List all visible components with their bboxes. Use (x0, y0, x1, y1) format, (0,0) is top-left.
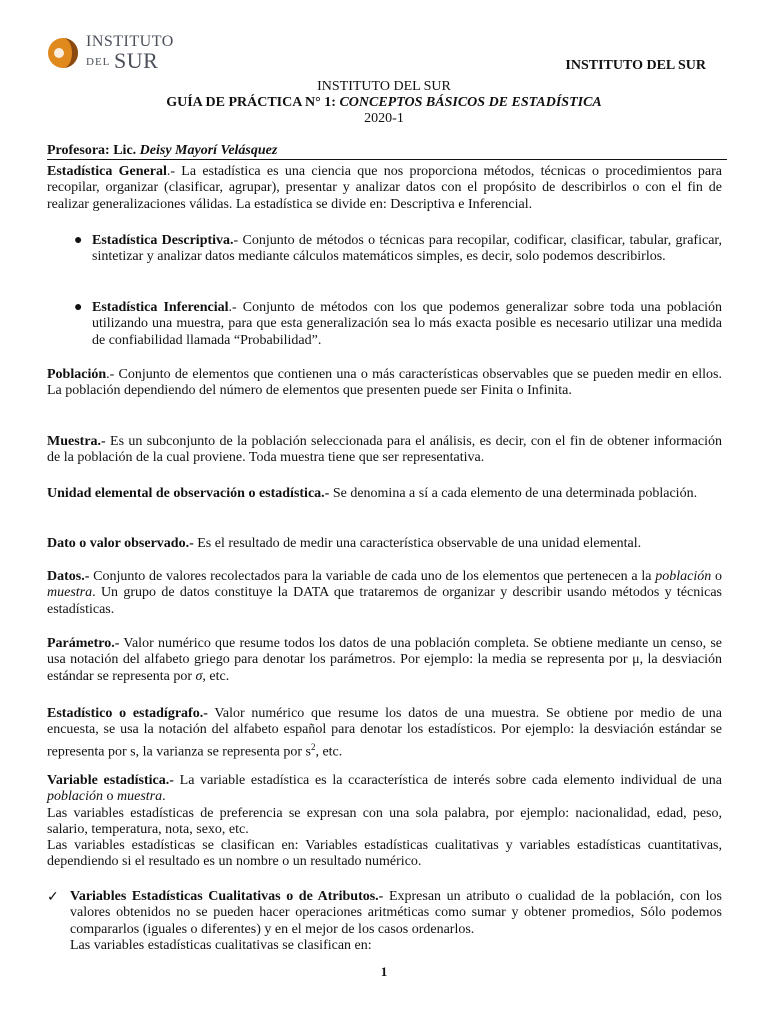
sigma-symbol: σ (195, 668, 203, 684)
professor-label: Profesora: Lic. (47, 143, 140, 158)
text-muestra: Es un subconjunto de la población seleccionada para el análisis, es decir, con el fin de obtener información de la población de la cual proviene. Toda muestra tiene que ser representativa. (47, 434, 722, 466)
bullet-icon: ● (74, 300, 83, 315)
term-datos: Datos.- (47, 569, 90, 584)
text-variable-line2: Las variables estadísticas de preferencia se expresan con una sola palabra, por ejemplo: nacionalidad, edad, peso, salario, temperatura, nota, sexo, etc. (47, 805, 722, 837)
paragraph-muestra (47, 434, 722, 467)
text-datos-a: Conjunto de valores recolectados para la variable de cada uno de los elementos que pertenecen a la (89, 569, 656, 584)
paragraph-unidad-elemental (47, 486, 722, 502)
logo-emblem-icon (46, 36, 80, 70)
paragraph-cualitativas (70, 889, 722, 954)
logo-text-instituto: INSTITUTO (86, 33, 174, 50)
paragraph-estadistico (47, 706, 722, 761)
text-datos-b: o (711, 569, 723, 584)
paragraph-descriptiva (92, 233, 722, 266)
paragraph-variable-estadistica (47, 773, 722, 871)
term-estadistico: Estadístico o estadígrafo.- (47, 706, 208, 721)
text-poblacion: .- Conjunto de elementos que contienen una o más características observables que se pueden medir en ellos. La población dependiendo del número de elementos que presenten puede ser Finita o Infinita. (47, 367, 722, 399)
paragraph-dato (47, 536, 722, 552)
logo-text-del: DEL (86, 56, 111, 68)
text-variable-a: La variable estadística es la ccaracterística de interés sobre cada elemento individual de una (173, 773, 722, 788)
text-estadistico-b: , etc. (315, 744, 343, 760)
checkmark-icon: ✓ (47, 890, 59, 905)
text-variable-b: o (103, 789, 117, 805)
center-institute-title: INSTITUTO DEL SUR (317, 79, 451, 94)
text-unidad-elemental: Se denomina a sí a cada elemento de una determinada población. (329, 486, 698, 501)
bullet-icon: ● (74, 233, 83, 248)
guide-title (0, 95, 768, 111)
header-divider (47, 159, 727, 160)
term-descriptiva: Estadística Descriptiva. (92, 233, 234, 248)
logo-text-sur: SUR (114, 48, 159, 73)
term-variable-estadistica: Variable estadística.- (47, 773, 174, 788)
page-number: 1 (380, 964, 388, 979)
text-inferencial: .- Conjunto de métodos con los que podemos generalizar sobre toda una población utilizando una muestra, para que esta generalización sea lo más exacta posible es necesario utilizar una medida de confiabilidad llamada “Probabilidad”. (92, 300, 723, 348)
text-variable-line3: Las variables estadísticas se clasifican en: Variables estadísticas cualitativas y variables estadísticas cuantitativas, dependiendo si el resultado es un nombre o un resultado numérico. (47, 838, 722, 870)
professor-line (47, 143, 722, 159)
paragraph-datos (47, 569, 722, 618)
text-dato: Es el resultado de medir una característica observable de una unidad elemental. (193, 536, 642, 551)
term-unidad-elemental: Unidad elemental de observación o estadística.- (47, 486, 330, 501)
term-dato: Dato o valor observado.- (47, 536, 194, 551)
guide-title-topic: CONCEPTOS BÁSICOS DE ESTADÍSTICA (339, 95, 602, 110)
guide-title-prefix: GUÍA DE PRÁCTICA N° 1: (166, 95, 340, 110)
text-descriptiva: - Conjunto de métodos o técnicas para recopilar, codificar, clasificar, tabular, graficar, sintetizar y analizar datos mediante cálculos matemáticos simples, es decir, solo podemos describirlos. (92, 233, 723, 265)
term-poblacion: Población (47, 367, 107, 382)
text-variable-c: . (162, 789, 166, 805)
paragraph-inferencial (92, 300, 722, 349)
superscript-two: 2 (310, 741, 316, 752)
paragraph-poblacion (47, 367, 722, 400)
text-estadistico-a: Valor numérico que resume los datos de una muestra. Se obtiene por medio de una encuesta, se usa la notación del alfabeto español para denotar los estadísticos. Por ejemplo: la desviación estándar se representa por s, la varianza se representa por s (47, 706, 722, 760)
paragraph-estadistica-general (47, 164, 722, 213)
guide-year: 2020-1 (364, 111, 404, 126)
header-institute-title: INSTITUTO DEL SUR (565, 58, 706, 73)
text-parametro-a: Valor numérico que resume todos los datos de una población completa. Se obtiene mediante un censo, se usa notación del alfabeto griego para denotar los parámetros. Por ejemplo: la media se representa por μ, la desviación estándar se representa por (47, 636, 722, 684)
text-datos-muestra: muestra (47, 585, 93, 601)
text-datos-poblacion: población (655, 569, 712, 584)
text-variable-muestra: muestra (117, 789, 163, 805)
text-cualitativas-line2: Las variables estadísticas cualitativas se clasifican en: (70, 937, 372, 953)
text-parametro-b: , etc. (202, 668, 230, 684)
paragraph-parametro (47, 636, 722, 685)
term-parametro: Parámetro.- (47, 636, 120, 651)
text-cualitativas: Expresan un atributo o cualidad de la población, con los valores obtenidos no se pueden hacer operaciones aritméticas como sumar y obtener promedios, Sólo podemos compararlos (iguales o diferentes) y en el mejor de los casos ordenarlos. (70, 889, 723, 937)
institute-logo (44, 30, 174, 78)
text-datos-c: . Un grupo de datos constituye la DATA que trataremos de organizar y describir usando métodos y técnicas estadísticas. (47, 585, 722, 617)
text-variable-poblacion: población (47, 789, 103, 805)
professor-name: Deisy Mayorí Velásquez (139, 143, 278, 158)
term-inferencial: Estadística Inferencial (92, 300, 229, 315)
text-estadistica-general: .- La estadística es una ciencia que nos proporciona métodos, técnicas o procedimientos para recopilar, organizar (clasificar, agrupar), presentar y analizar datos con el propósito de describirlos o con el fin de realizar generalizaciones válidas. La estadística se divide en: Descriptiva e Inferencial. (47, 164, 723, 212)
term-estadistica-general: Estadística General (47, 164, 167, 179)
term-muestra: Muestra.- (47, 434, 106, 449)
term-cualitativas: Variables Estadísticas Cualitativas o de Atributos.- (70, 889, 384, 904)
